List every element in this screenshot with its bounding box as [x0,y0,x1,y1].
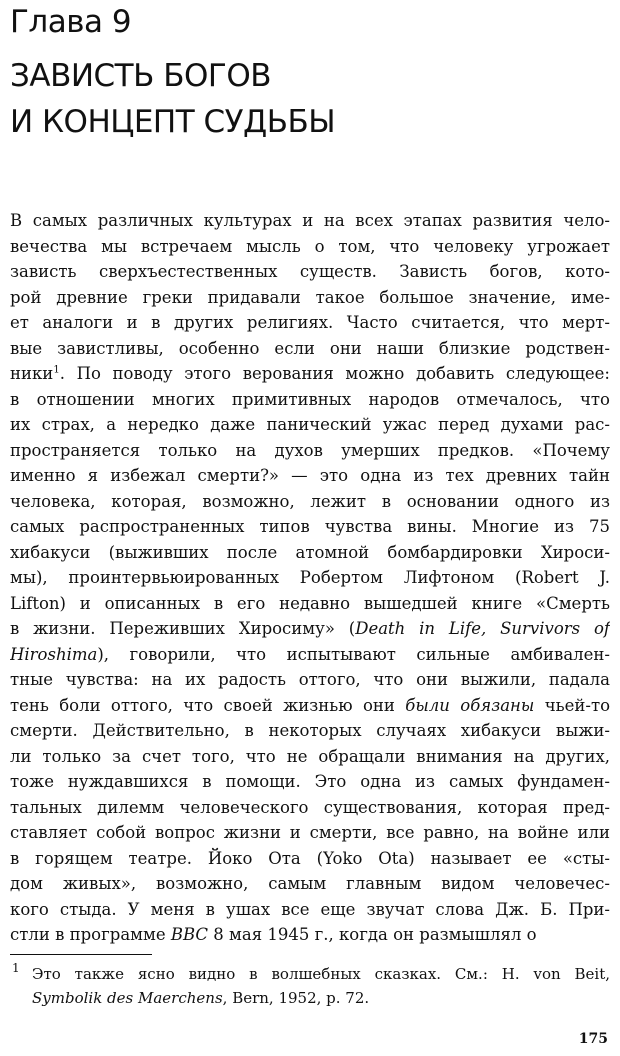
body-line: тоже нуждавшихся в помощи. Это одна из самых фундамен- [10,772,610,791]
italic-run: Death in Life, Survivors of [355,619,610,638]
body-line: их страх, а нередко даже панический ужас перед духами рас- [10,415,610,434]
body-line: самых распространенных типов чувства вины. Многие из 75 [10,517,610,536]
body-line: в отношении многих примитивных народов отмечалось, что [10,389,610,409]
body-line: ет аналоги и в других религиях. Часто считается, что мерт- [10,313,610,332]
body-line: пространяется только на духов умерших предков. «Почему [10,440,610,460]
body-line: хибакуси (выживших после атомной бомбардировки Хироси- [10,542,610,562]
body-line: зависть сверхъестественных существ. Зависть богов, кото- [10,262,610,281]
body-line: тные чувства: на их радость оттого, что они выжили, падала [10,670,610,689]
italic-run: BBC [170,925,209,944]
body-line: тальных дилемм человеческого существования, которая пред- [10,797,610,817]
italic-run: Symbolik des Maerchens [32,989,223,1007]
body-line: вечества мы встречаем мысль о том, что человеку угрожает [10,236,610,256]
body-line: тень боли оттого, что своей жизнью они были обязаны чьей-то [10,695,610,715]
body-line: именно я избежал смерти?» — это одна из тех древних тайн [10,466,610,485]
italic-run: Hiroshima [10,644,98,664]
body-line: смерти. Действительно, в некоторых случаях хибакуси выжи- [10,721,610,740]
chapter-number: Глава 9 [10,4,132,40]
footnote-reference: 1 [53,364,60,376]
footnote-marker: 1 [12,961,20,975]
footnote-line-2: Symbolik des Maerchens, Bern, 1952, p. 72. [32,989,370,1007]
body-line: мы), проинтервьюированных Робертом Лифтоном (Robert J. [10,568,610,587]
body-line: в жизни. Переживших Хиросиму» (Death in Life, Survivors of [10,619,610,638]
page-number: 175 [578,1031,608,1047]
body-line: рой древние греки придавали такое большое значение, име- [10,287,610,307]
body-line: Hiroshima), говорили, что испытывают сильные амбивален- [10,644,610,664]
body-line: дом живых», возможно, самым главным видом человечес- [10,874,610,893]
body-line: ли только за счет того, что не обращали внимания на других, [10,746,610,766]
chapter-title-line-1: ЗАВИСТЬ БОГОВ [10,58,271,94]
body-line: в горящем театре. Йоко Ота (Yoko Ota) называет ее «сты- [10,848,610,868]
body-line: ники$^1$. По поводу этого верования можно добавить следующее: [10,364,610,383]
footnote-divider [10,954,152,955]
body-line: ставляет собой вопрос жизни и смерти, все равно, на войне или [10,823,610,842]
body-line: Lifton) и описанных в его недавно вышедшей книге «Смерть [10,593,610,613]
body-line: В самых различных культурах и на всех этапах развития чело- [10,211,610,230]
body-line: кого стыда. У меня в ушах все еще звучат слова Дж. Б. При- [10,899,610,919]
body-line: вые завистливы, особенно если они наши близкие родствен- [10,338,610,358]
italic-run: были обязаны [405,695,535,715]
body-line: человека, которая, возможно, лежит в основании одного из [10,491,610,511]
chapter-title-line-2: И КОНЦЕПТ СУДЬБЫ [10,104,336,140]
footnote-line-1: Это также ясно видно в волшебных сказках. См.: H. von Beit, [32,965,610,983]
body-line: стли в программе BBC 8 мая 1945 г., когда он размышлял о [10,925,537,944]
